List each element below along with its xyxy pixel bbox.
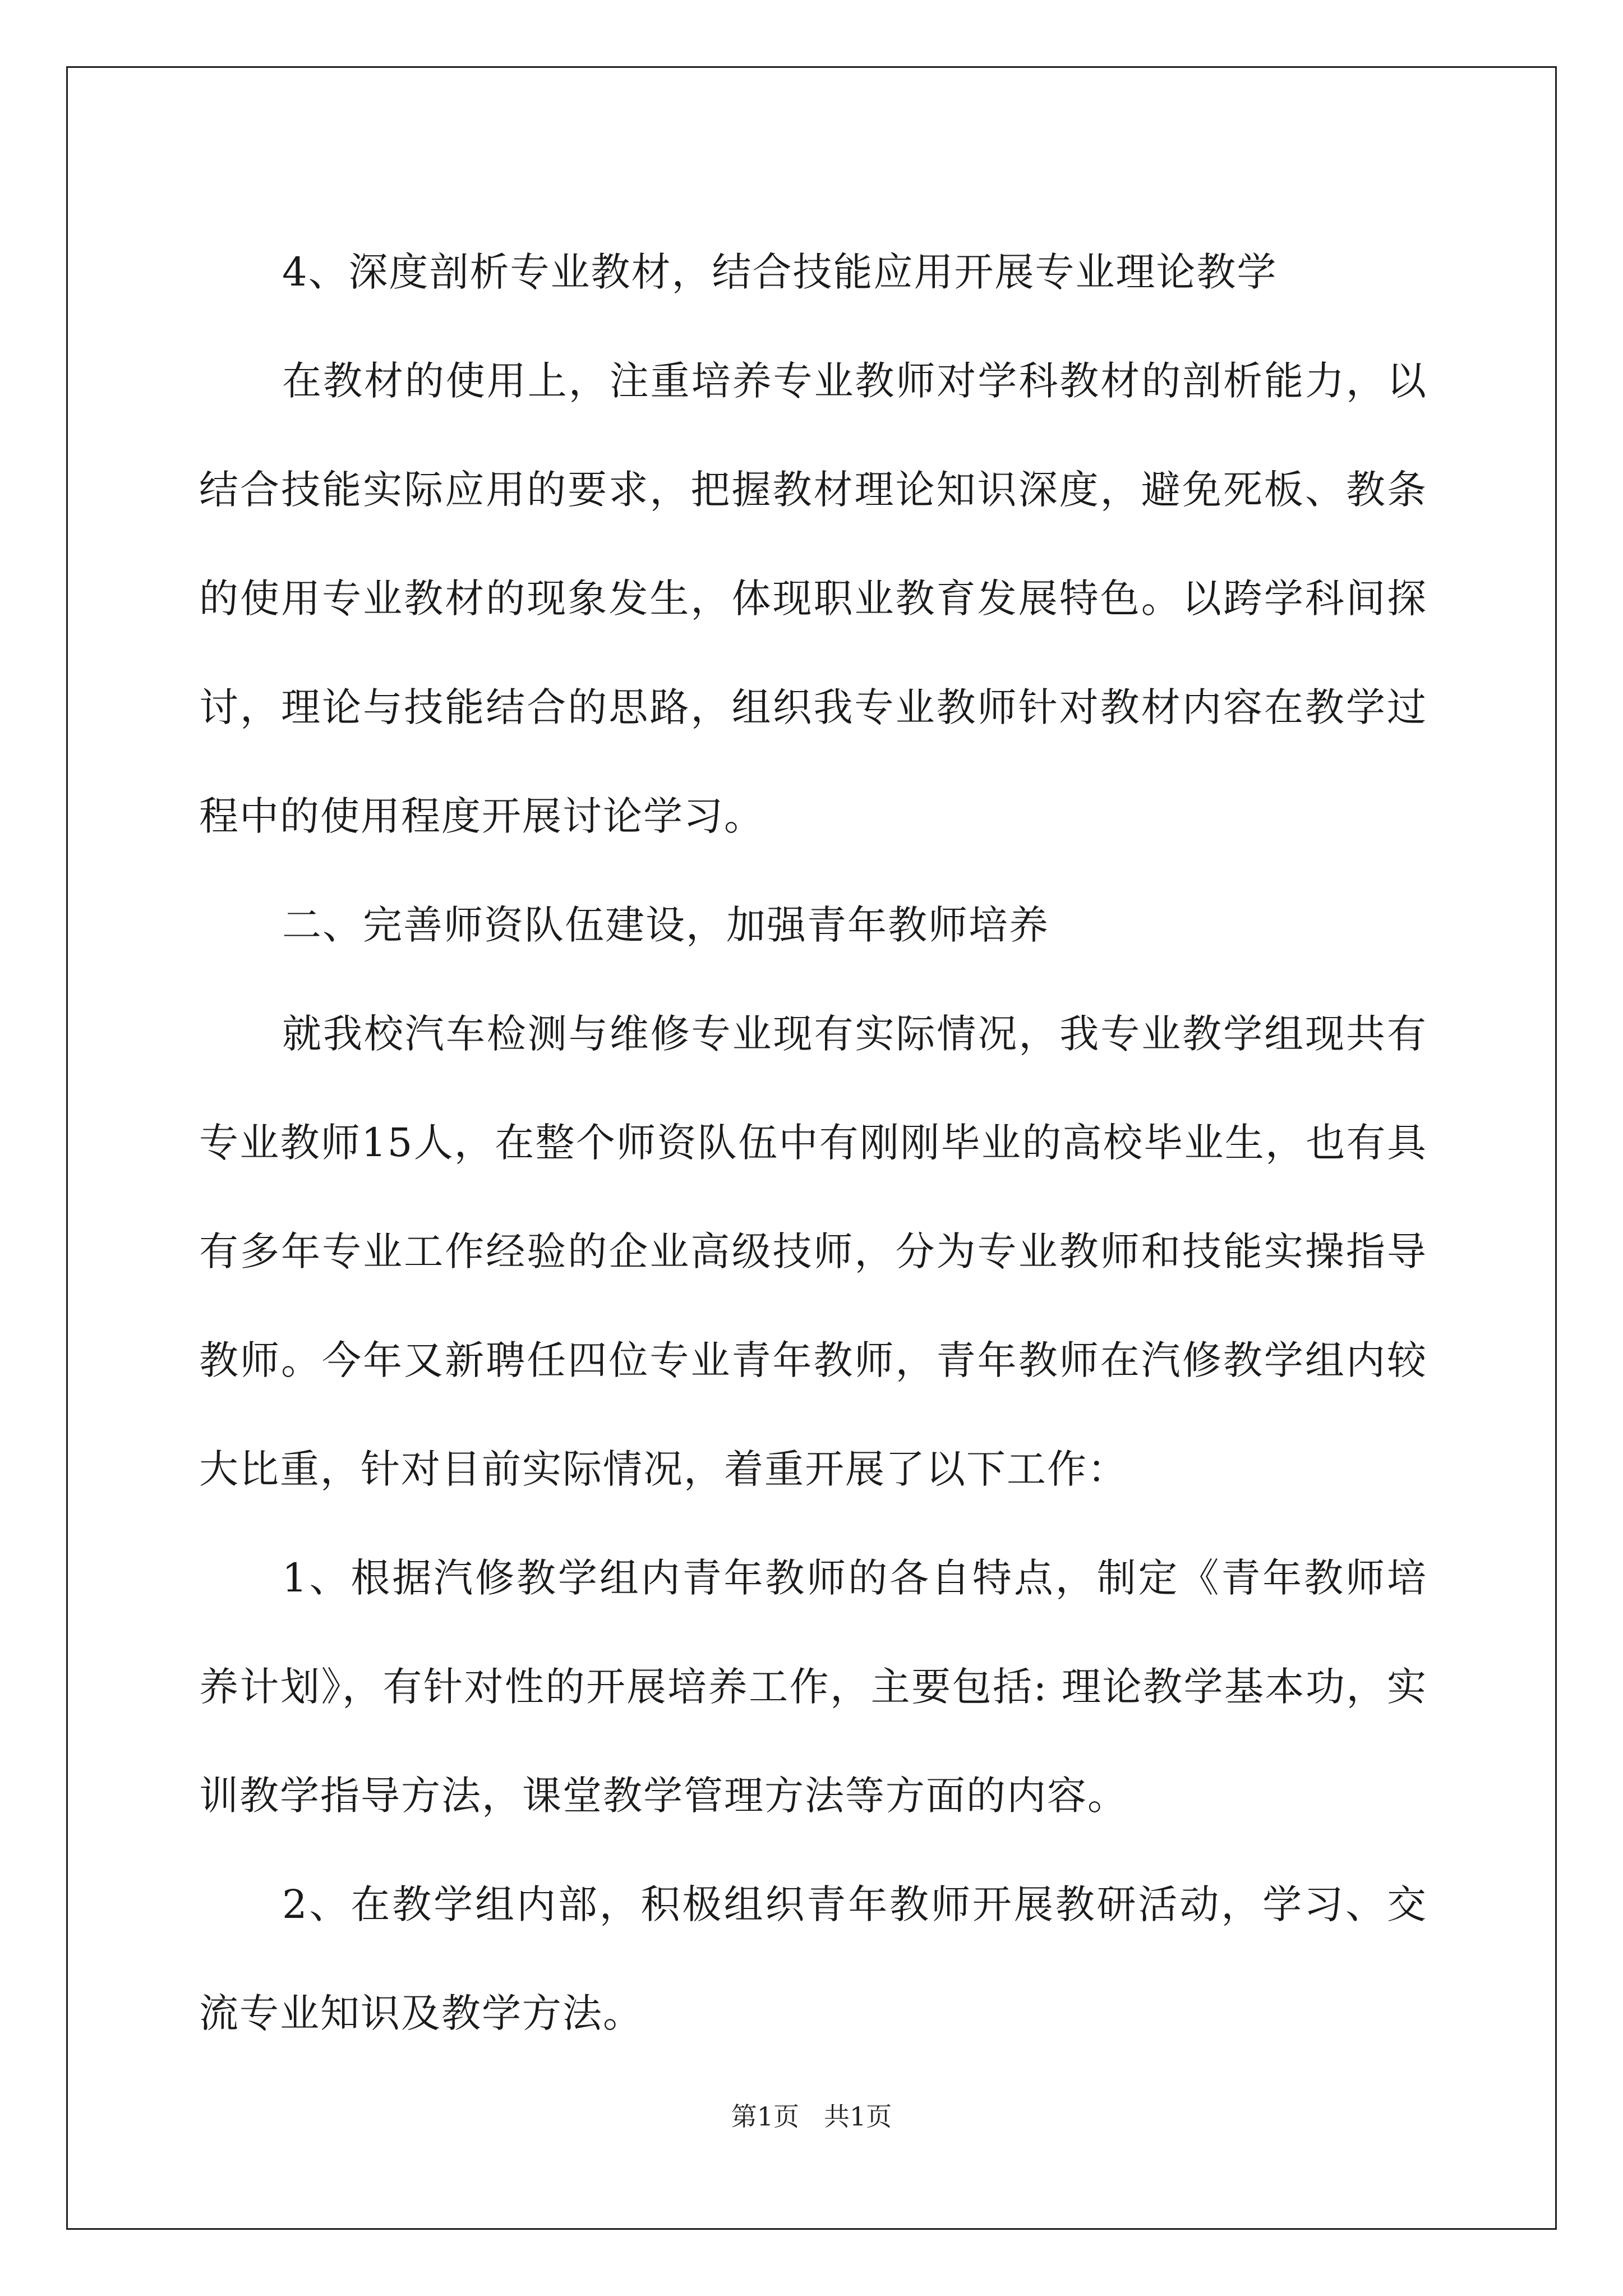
paragraph-item-1: 1、根据汽修教学组内青年教师的各自特点，制定《青年教师培养计划》，有针对性的开展培养工作，主要包括: 理论教学基本功，实训教学指导方法，课堂教学管理方法等方面的内容。 — [199, 1555, 1427, 1819]
paragraph-heading-4: 4、深度剖析专业教材，结合技能应用开展专业理论教学 — [282, 249, 1278, 295]
paragraph-textbook-use: 在教材的使用上，注重培养专业教师对学科教材的剖析能力，以结合技能实际应用的要求，把握教材理论知识深度，避免死板、教条的使用专业教材的现象发生，体现职业教育发展特色。以跨学科间探讨，理论与技能结合的思路，组织我专业教师针对教材内容在教学过程中的使用程度开展讨论学习。 — [199, 358, 1427, 839]
document-body — [199, 218, 1427, 2068]
paragraph-item-2: 2、在教学组内部，积极组织青年教师开展教研活动，学习、交流专业知识及教学方法。 — [199, 1881, 1427, 2036]
page-total: 共1页 — [823, 2101, 892, 2132]
paragraph-heading-2: 二、完善师资队伍建设，加强青年教师培养 — [282, 902, 1049, 948]
page-footer — [0, 2100, 1623, 2133]
paragraph-faculty-status: 就我校汽车检测与维修专业现有实际情况，我专业教学组现共有专业教师15人，在整个师资队伍中有刚刚毕业的高校毕业生，也有具有多年专业工作经验的企业高级技师，分为专业教师和技能实操指导教师。今年又新聘任四位专业青年教师，青年教师在汽修教学组内较大比重，针对目前实际情况，着重开展了以下工作： — [199, 1011, 1427, 1492]
page-number: 第1页 — [731, 2101, 800, 2132]
